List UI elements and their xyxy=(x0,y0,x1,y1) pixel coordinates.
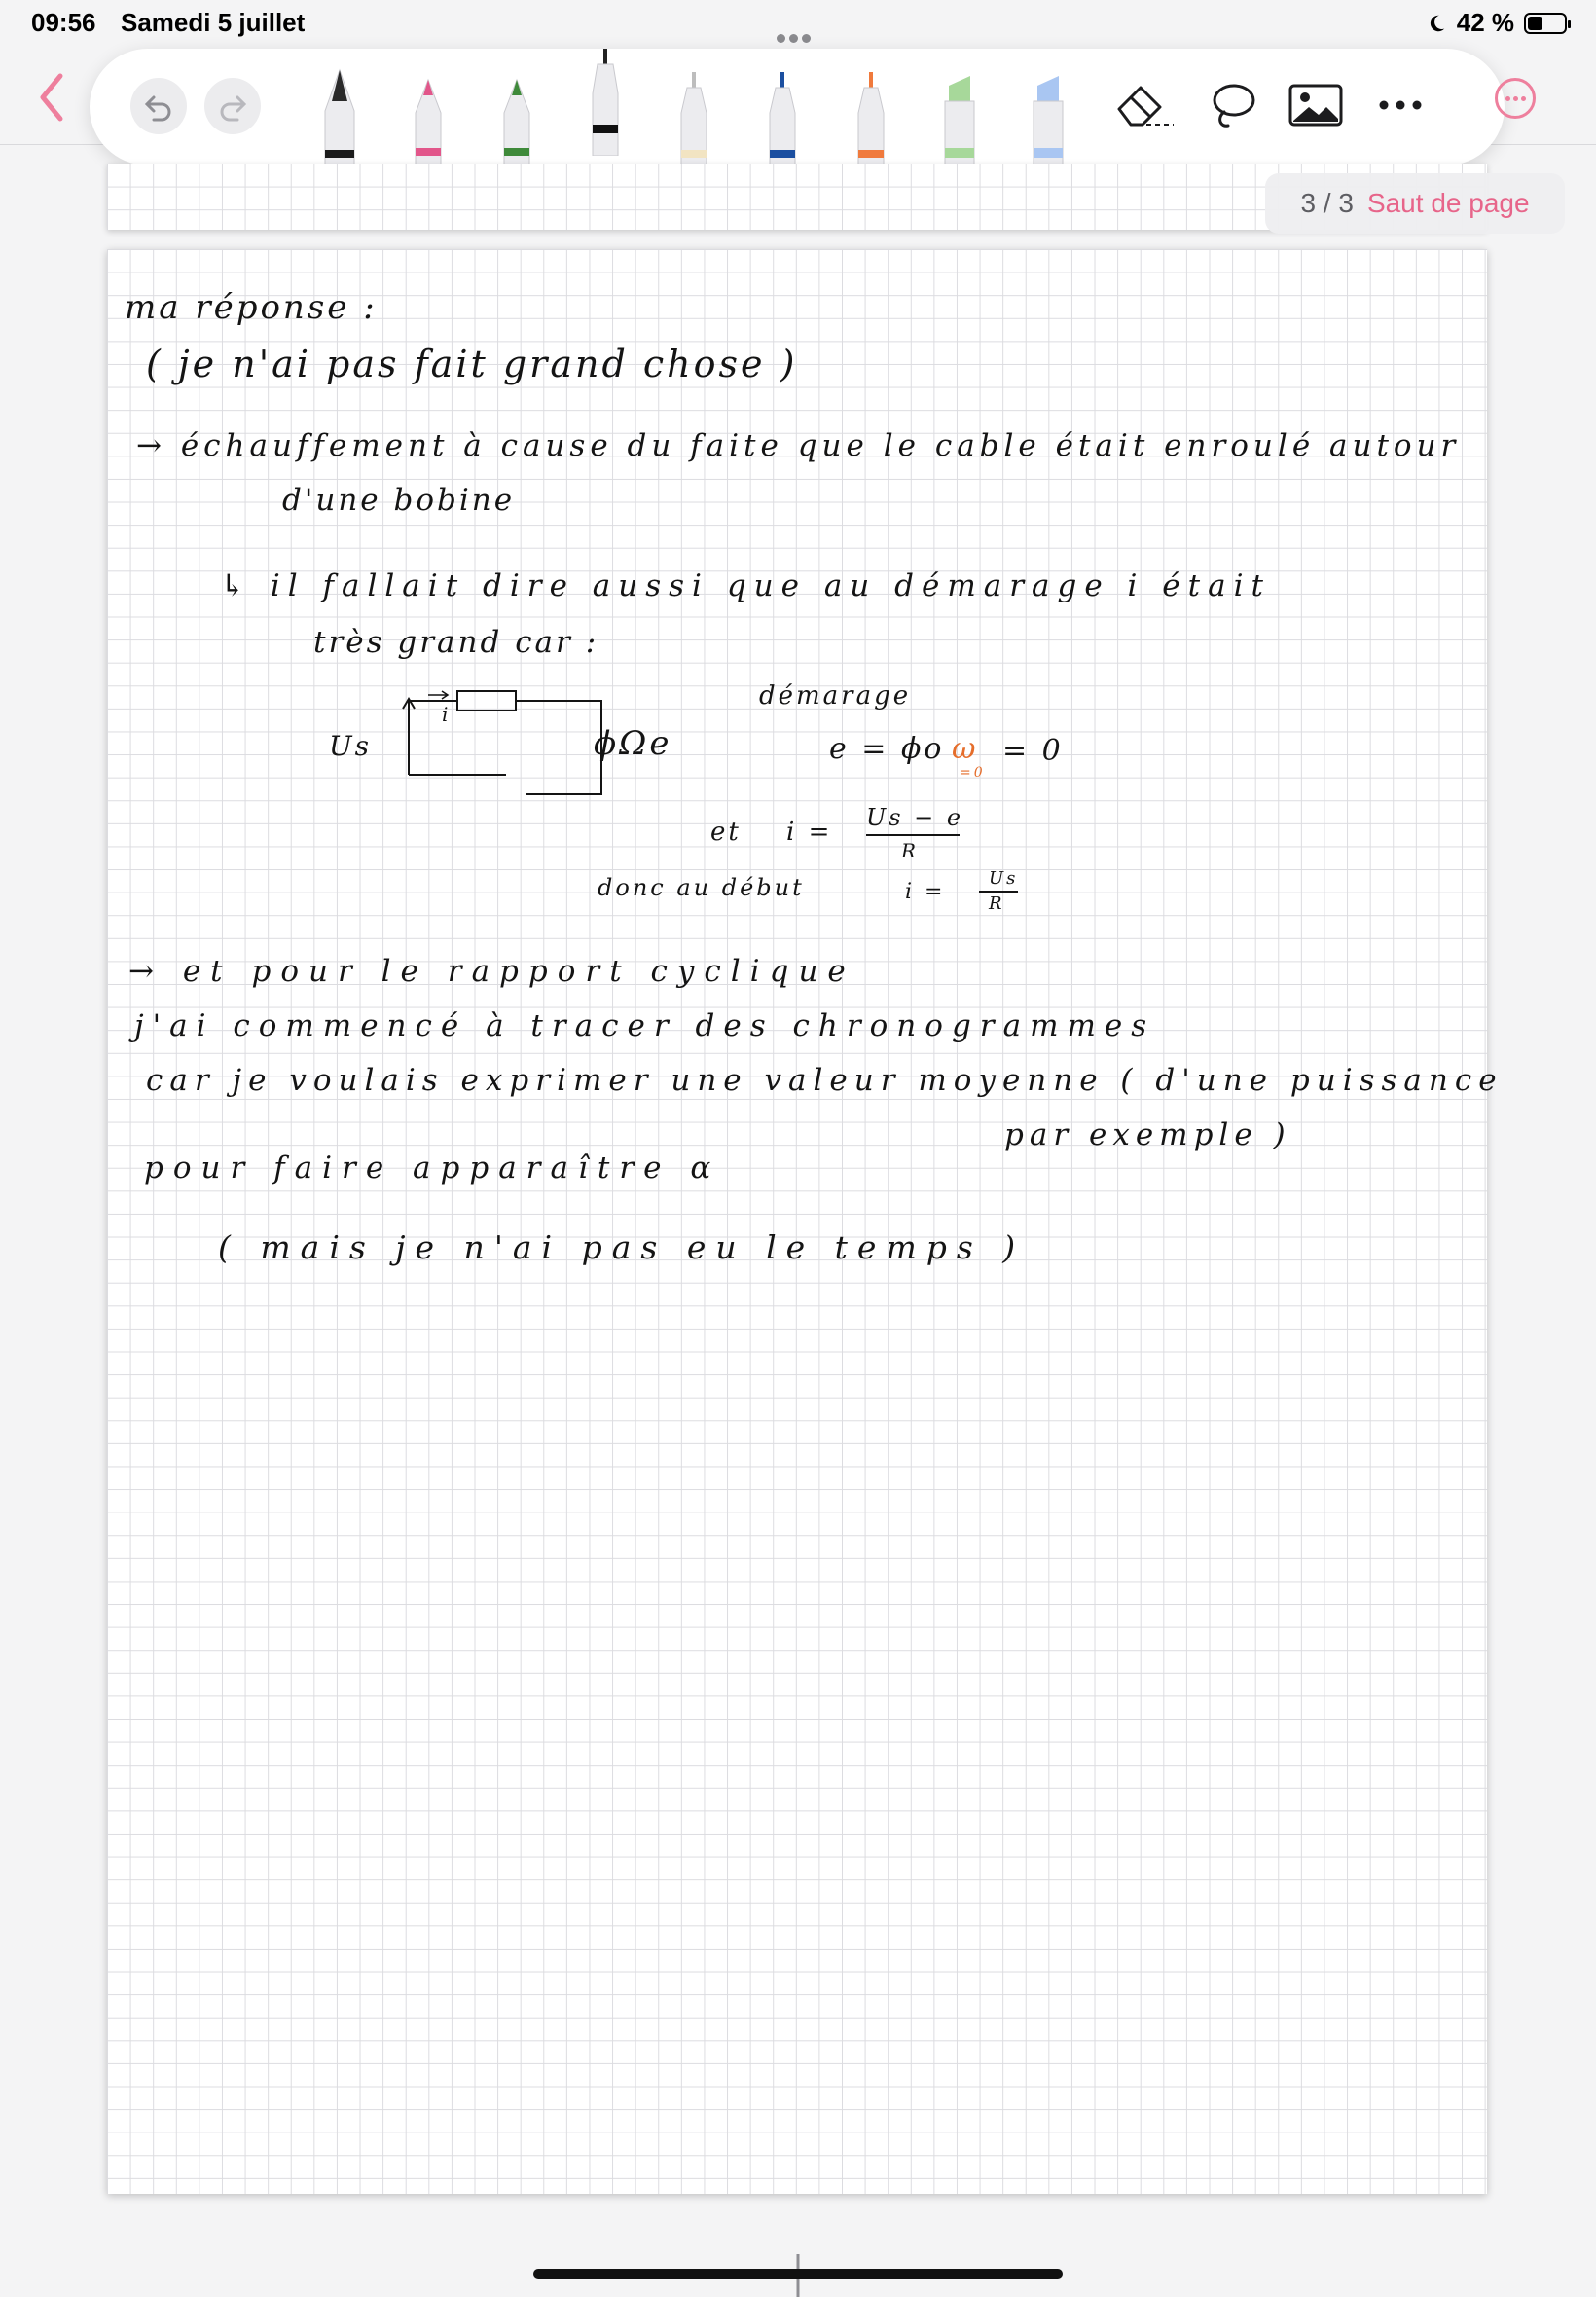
chevron-left-icon xyxy=(33,70,72,125)
blue-highlighter-tool[interactable] xyxy=(1024,53,1072,165)
equation-i-denominator: R xyxy=(901,839,920,862)
undo-icon xyxy=(142,90,175,123)
drawing-toolbar xyxy=(90,49,1505,165)
equation-e-part1: e = ϕo xyxy=(829,732,945,766)
circuit-label-us: Us xyxy=(329,730,372,762)
more-options-button[interactable] xyxy=(1366,74,1434,136)
orange-pen-tool[interactable] xyxy=(847,53,895,165)
equation-e-result: = 0 xyxy=(1002,734,1064,768)
pink-marker-tool[interactable] xyxy=(404,53,453,165)
status-right xyxy=(1426,8,1567,38)
undo-button[interactable] xyxy=(130,78,187,134)
note-line-1: ma réponse : xyxy=(125,288,378,327)
back-button[interactable] xyxy=(33,70,72,125)
battery-percent: 42 % xyxy=(1456,8,1514,37)
status-date: Samedi 5 juillet xyxy=(121,8,306,37)
circuit-label-phi: ϕΩe xyxy=(594,724,672,763)
insert-image-tool[interactable] xyxy=(1282,74,1350,136)
blue-pen-tool[interactable] xyxy=(758,53,807,165)
note-line-11: pour faire apparaître α xyxy=(144,1150,721,1185)
blue-pen-icon xyxy=(758,53,807,165)
moon-icon xyxy=(1426,13,1447,34)
green-highlighter-tool[interactable] xyxy=(935,53,984,165)
equation-i-numerator: Us − e xyxy=(866,804,964,831)
equation-debut-numerator: Us xyxy=(989,868,1019,889)
black-pen-icon xyxy=(581,43,630,156)
status-time: 09:56 xyxy=(31,8,96,37)
collaboration-more-icon[interactable] xyxy=(1495,78,1536,119)
lasso-icon xyxy=(1207,79,1259,131)
fraction-bar xyxy=(866,833,963,837)
note-line-8: j'ai commencé à tracer des chronogrammes xyxy=(134,1008,1156,1043)
note-line-2: ( je n'ai pas fait grand chose ) xyxy=(146,343,798,385)
circuit-label-i: i xyxy=(442,703,452,726)
black-pen-tool[interactable] xyxy=(581,43,630,156)
home-indicator[interactable] xyxy=(533,2269,1063,2279)
note-line-5: ↳ il fallait dire aussi que au démarage i était xyxy=(220,568,1271,603)
note-line-9: car je voulais exprimer une valeur moyenne ( d'une puissance xyxy=(146,1063,1504,1098)
equation-i-et: et xyxy=(710,818,742,847)
note-line-10: par exemple ) xyxy=(1004,1117,1291,1152)
fountain-pen-tool[interactable] xyxy=(315,53,364,165)
multitasking-dots-icon[interactable] xyxy=(777,19,819,29)
status-bar xyxy=(0,0,1596,47)
blue-highlighter-icon xyxy=(1024,53,1072,165)
fountain-pen-icon xyxy=(315,53,364,165)
orange-pen-icon xyxy=(847,53,895,165)
cream-pen-tool[interactable] xyxy=(670,53,718,165)
cream-pen-icon xyxy=(670,53,718,165)
note-line-3: → échauffement à cause du faite que le cable était enroulé autour xyxy=(136,428,1461,463)
eraser-icon xyxy=(1113,80,1178,130)
equation-e-omega: ω xyxy=(952,732,979,766)
lasso-tool[interactable] xyxy=(1199,74,1267,136)
image-icon xyxy=(1288,82,1344,128)
equation-debut-denominator: R xyxy=(989,893,1005,914)
equation-debut-label: donc au début xyxy=(598,874,805,901)
note-line-4: d'une bobine xyxy=(282,483,516,518)
more-icon xyxy=(1376,99,1425,111)
note-line-7: → et pour le rapport cyclique xyxy=(128,954,855,989)
page-break-button[interactable]: Saut de page xyxy=(1366,188,1530,218)
page-indicator xyxy=(1265,173,1565,234)
redo-button[interactable] xyxy=(204,78,261,134)
green-marker-icon xyxy=(492,53,541,165)
equation-debut-lhs: i = xyxy=(905,880,946,904)
pink-marker-icon xyxy=(404,53,453,165)
note-page[interactable] xyxy=(107,249,1504,2194)
note-line-6: très grand car : xyxy=(313,625,599,660)
green-marker-tool[interactable] xyxy=(492,53,541,165)
page-count: 3 / 3 xyxy=(1300,188,1354,218)
battery-icon xyxy=(1524,13,1567,34)
equation-e-omega-note: =0 xyxy=(960,765,986,781)
circuit-diagram xyxy=(399,687,749,804)
equation-i-lhs: i = xyxy=(786,818,833,847)
eraser-tool[interactable] xyxy=(1111,74,1179,136)
green-highlighter-icon xyxy=(935,53,984,165)
redo-icon xyxy=(216,90,249,123)
label-demarrage: démarage xyxy=(759,681,912,711)
note-line-12: ( mais je n'ai pas eu le temps ) xyxy=(218,1228,1026,1266)
